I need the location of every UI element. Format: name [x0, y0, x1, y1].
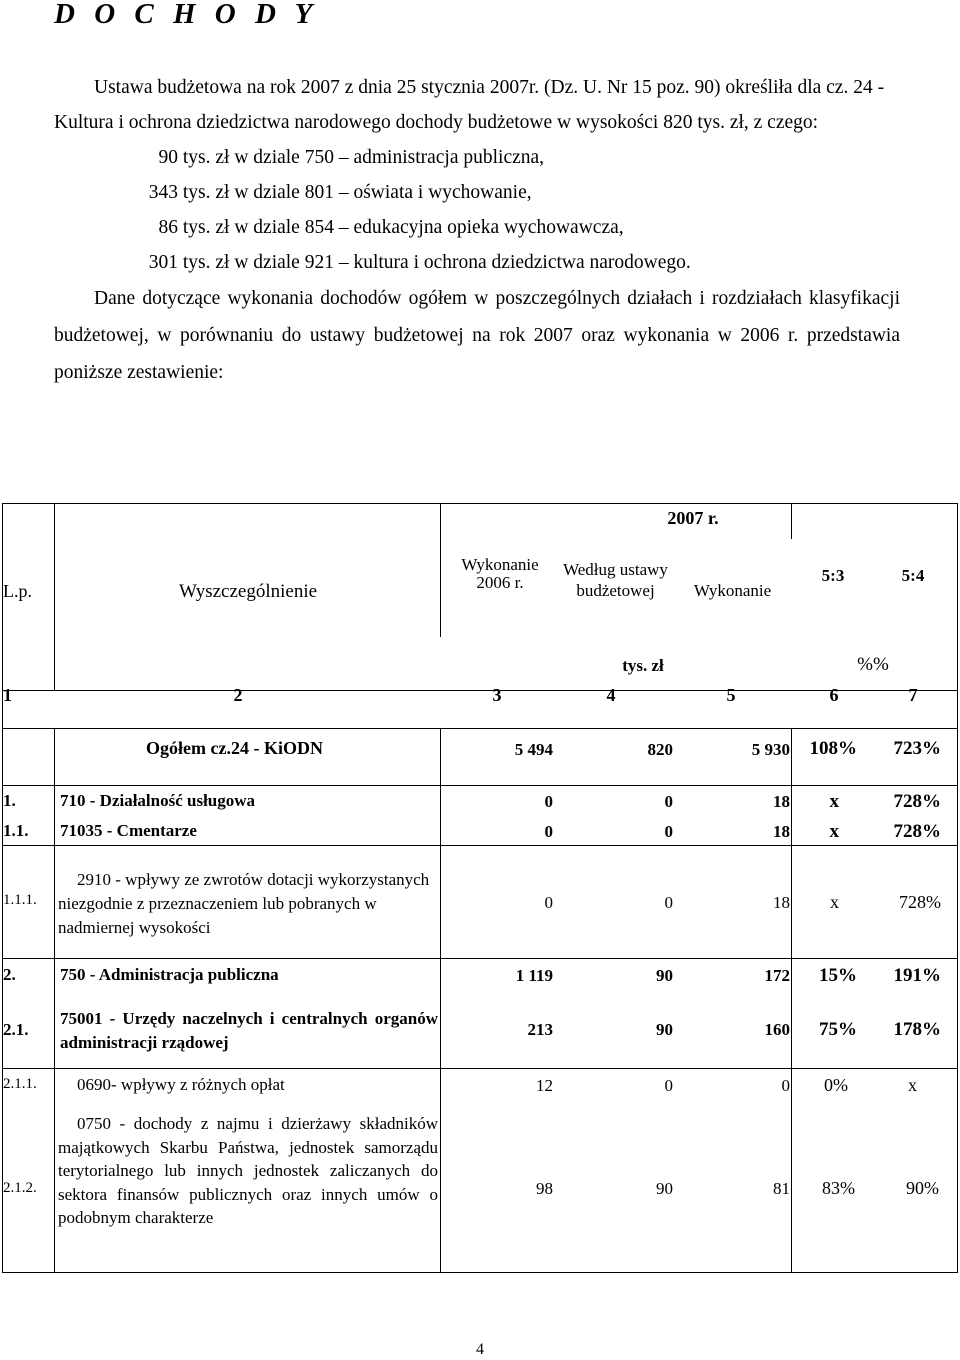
total-c7: 723%	[893, 738, 941, 759]
row-c6: 75%	[819, 1019, 857, 1040]
intro-paragraph: Ustawa budżetowa na rok 2007 z dnia 25 stycznia 2007r. (Dz. U. Nr 15 poz. 90) określiła dla cz. 24 - Kultura i ochrona dziedzictwa narodowego dochody budżetowe w wysokości 820 tys. zł, z czego:	[54, 77, 885, 133]
row-c4: 90	[656, 966, 673, 985]
row-c7: x	[908, 1075, 917, 1095]
total-c3: 5 494	[514, 740, 553, 759]
row-lp: 2.	[3, 965, 16, 984]
row-c4: 0	[664, 822, 673, 841]
header-wyszczegolnienie: Wyszczególnienie	[178, 581, 318, 602]
row-c4: 0	[664, 792, 673, 811]
total-label: Ogółem cz.24 - KiODN	[146, 738, 323, 758]
row-label: 75001 - Urzędy naczelnych i centralnych organów administracji rządowej	[60, 1009, 438, 1052]
revenue-table	[2, 503, 958, 1273]
row-c3: 12	[536, 1076, 553, 1095]
row-label: 2910 - wpływy ze zwrotów dotacji wykorzystanych niezgodnie z przeznaczeniem lub pobranych w nadmiernej wysokości	[58, 870, 430, 937]
header-ratio-5-3: 5:3	[821, 566, 845, 585]
row-lp: 1.1.	[3, 821, 29, 840]
row-c4: 90	[656, 1179, 673, 1198]
row-c4: 0	[664, 1076, 673, 1095]
column-number: 2	[233, 685, 243, 705]
row-c7: 191%	[893, 965, 941, 986]
row-c3: 98	[536, 1179, 553, 1198]
row-c6: x	[829, 821, 839, 842]
column-number: 7	[908, 685, 918, 705]
row-c7: 90%	[906, 1178, 939, 1198]
row-c7: 178%	[893, 1019, 941, 1040]
row-c7: 728%	[893, 791, 941, 812]
row-c3: 213	[527, 1020, 553, 1039]
header-wykonanie: Wykonanie	[693, 581, 772, 600]
header-ratio-5-4: 5:4	[901, 566, 925, 585]
column-number: 4	[606, 685, 616, 705]
intro-section	[54, 70, 900, 391]
row-lp: 2.1.1.	[3, 1076, 37, 1092]
column-number: 6	[829, 685, 839, 705]
row-c5: 172	[764, 966, 790, 985]
list-item: 86 tys. zł w dziale 854 – edukacyjna opieka wychowawcza,	[158, 217, 624, 238]
row-c5: 81	[773, 1179, 790, 1198]
page-number: 4	[476, 1341, 484, 1358]
row-c5: 18	[773, 893, 790, 912]
header-unit-pct: %%	[857, 654, 889, 675]
row-lp: 1.	[3, 791, 16, 810]
row-label: 750 - Administracja publiczna	[60, 965, 279, 984]
row-lp: 2.1.	[3, 1020, 29, 1039]
list-item: 90 tys. zł w dziale 750 – administracja publiczna,	[158, 147, 545, 168]
list-item: 343 tys. zł w dziale 801 – oświata i wychowanie,	[148, 182, 532, 203]
column-number: 1	[3, 685, 12, 705]
row-c5: 18	[773, 822, 790, 841]
row-lp: 2.1.2.	[3, 1180, 37, 1196]
row-lp: 1.1.1.	[3, 892, 37, 908]
row-c6: x	[830, 892, 839, 912]
row-label: 710 - Działalność usługowa	[60, 791, 256, 810]
list-item: 301 tys. zł w dziale 921 – kultura i ochrona dziedzictwa narodowego.	[148, 252, 691, 273]
row-c4: 90	[656, 1020, 673, 1039]
header-unit-tys: tys. zł	[622, 656, 664, 675]
row-label: 0690- wpływy z różnych opłat	[77, 1075, 285, 1094]
header-year: 2007 r.	[667, 508, 719, 528]
row-c5: 0	[781, 1076, 790, 1095]
row-c6: x	[829, 791, 839, 812]
row-c3: 0	[544, 792, 553, 811]
row-c3: 0	[544, 893, 553, 912]
page-title: D O C H O D Y	[54, 0, 319, 30]
total-c4: 820	[647, 740, 673, 759]
column-number: 3	[492, 685, 502, 705]
column-number: 5	[726, 685, 736, 705]
row-label: 71035 - Cmentarze	[60, 821, 197, 840]
row-c5: 18	[773, 792, 790, 811]
total-c5: 5 930	[751, 740, 790, 759]
header-lp: L.p.	[3, 581, 32, 601]
header-wedlug-ustawy: Według ustawy budżetowej	[563, 560, 668, 600]
row-c6: 83%	[822, 1178, 855, 1198]
row-c3: 0	[544, 822, 553, 841]
header-wykonanie-2006: Wykonanie 2006 r.	[461, 555, 539, 592]
row-c6: 0%	[824, 1075, 848, 1095]
row-c6: 15%	[819, 965, 857, 986]
total-c6: 108%	[809, 738, 857, 759]
row-c7: 728%	[899, 892, 941, 912]
row-label: 0750 - dochody z najmu i dzierżawy składników majątkowych Skarbu Państwa, jednostek samorządu terytorialnego lub innych jednostek zaliczanych do sektora finansów publicznych oraz innych umów o podobnym charakterze	[58, 1114, 438, 1227]
intro-paragraph: Dane dotyczące wykonania dochodów ogółem w poszczególnych działach i rozdziałach klasyfikacji budżetowej, w porównaniu do ustawy budżetowej na rok 2007 oraz wykonania w 2006 r. przedstawia poniższe zestawienie:	[54, 288, 900, 383]
row-c7: 728%	[893, 821, 941, 842]
row-c5: 160	[764, 1020, 790, 1039]
row-c3: 1 119	[515, 966, 553, 985]
row-c4: 0	[664, 893, 673, 912]
